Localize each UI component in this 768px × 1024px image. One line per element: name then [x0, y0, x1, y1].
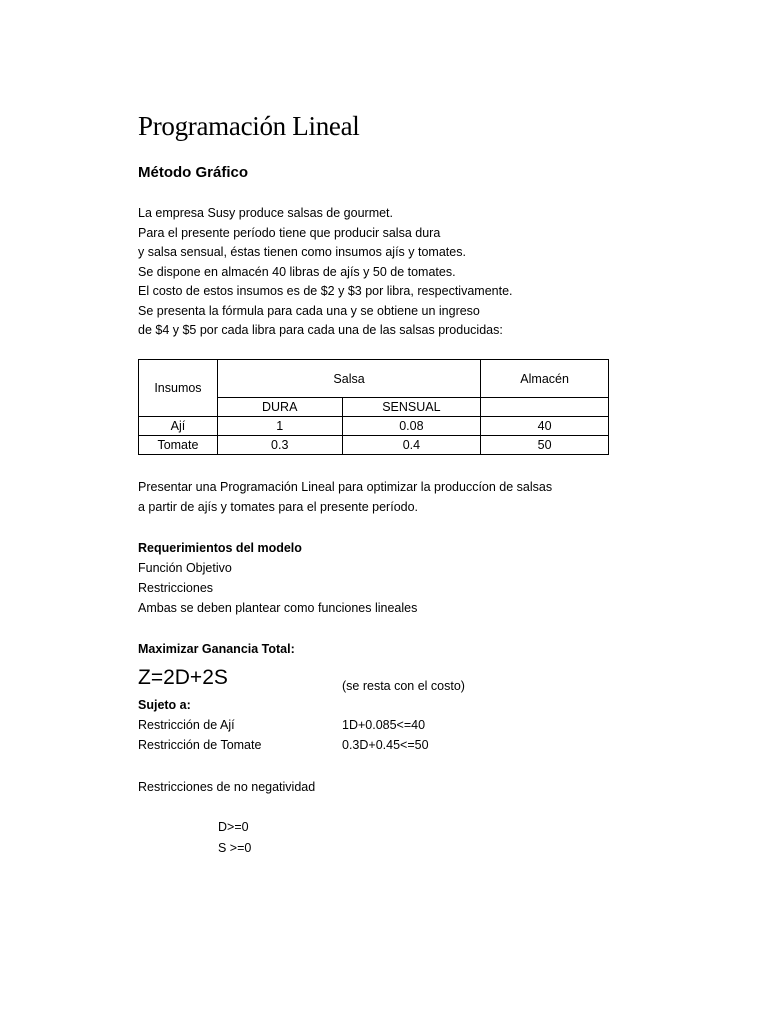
- intro-line: Se presenta la fórmula para cada una y se obtiene un ingreso: [138, 303, 480, 318]
- objective-function: Z=2D+2S: [138, 666, 228, 689]
- intro-paragraph: [138, 204, 513, 341]
- constraint-label: Restricción de Tomate: [138, 738, 262, 752]
- objective-note: (se resta con el costo): [342, 679, 465, 693]
- intro-line: y salsa sensual, éstas tienen como insumos ajís y tomates.: [138, 245, 466, 259]
- non-negativity-title: Restricciones de no negatividad: [138, 780, 316, 794]
- subheader-empty: [481, 398, 609, 417]
- non-negativity-constraint: D>=0: [218, 820, 249, 834]
- non-negativity-constraint: S >=0: [218, 841, 252, 855]
- section-subtitle: Método Gráfico: [138, 164, 249, 181]
- requirement-item: Ambas se deben plantear como funciones lineales: [138, 601, 418, 615]
- page-title: Programación Lineal: [138, 111, 360, 141]
- task-paragraph: [138, 478, 552, 517]
- intro-line: Para el presente período tiene que producir salsa dura: [138, 225, 441, 240]
- intro-line: La empresa Susy produce salsas de gourmet.: [138, 206, 393, 220]
- constraint-label: Restricción de Ají: [138, 718, 235, 732]
- requirement-item: Función Objetivo: [138, 561, 232, 575]
- cell-dura: 0.3: [217, 436, 342, 455]
- task-line: a partir de ajís y tomates para el presente período.: [138, 499, 419, 514]
- intro-line: de $4 y $5 por cada libra para cada una de las salsas producidas:: [138, 323, 503, 337]
- cell-insumo: Ají: [139, 417, 218, 436]
- header-almacen: Almacén: [481, 360, 609, 398]
- cell-dura: 1: [217, 417, 342, 436]
- header-insumos: Insumos: [139, 360, 218, 417]
- maximize-label: Maximizar Ganancia Total:: [138, 642, 295, 656]
- constraint-expression: 1D+0.085<=40: [342, 718, 426, 732]
- requirements-title: Requerimientos del modelo: [138, 541, 302, 555]
- requirement-item: Restricciones: [138, 581, 214, 595]
- header-salsa: Salsa: [217, 360, 480, 398]
- cell-sensual: 0.4: [342, 436, 481, 455]
- subject-to-label: Sujeto a:: [138, 698, 191, 712]
- cell-insumo: Tomate: [139, 436, 218, 455]
- cell-sensual: 0.08: [342, 417, 481, 436]
- table-row: [139, 417, 609, 436]
- table-header-row: [139, 360, 609, 398]
- task-line: Presentar una Programación Lineal para optimizar la produccíon de salsas: [138, 480, 553, 494]
- table-row: [139, 436, 609, 455]
- inputs-table: [138, 359, 609, 455]
- intro-line: El costo de estos insumos es de $2 y $3 por libra, respectivamente.: [138, 284, 513, 298]
- cell-almacen: 40: [481, 417, 609, 436]
- subheader-sensual: SENSUAL: [342, 398, 481, 417]
- constraint-expression: 0.3D+0.45<=50: [342, 738, 429, 752]
- subheader-dura: DURA: [217, 398, 342, 417]
- cell-almacen: 50: [481, 436, 609, 455]
- requirements-block: [138, 538, 417, 618]
- intro-line: Se dispone en almacén 40 libras de ajís y 50 de tomates.: [138, 264, 456, 279]
